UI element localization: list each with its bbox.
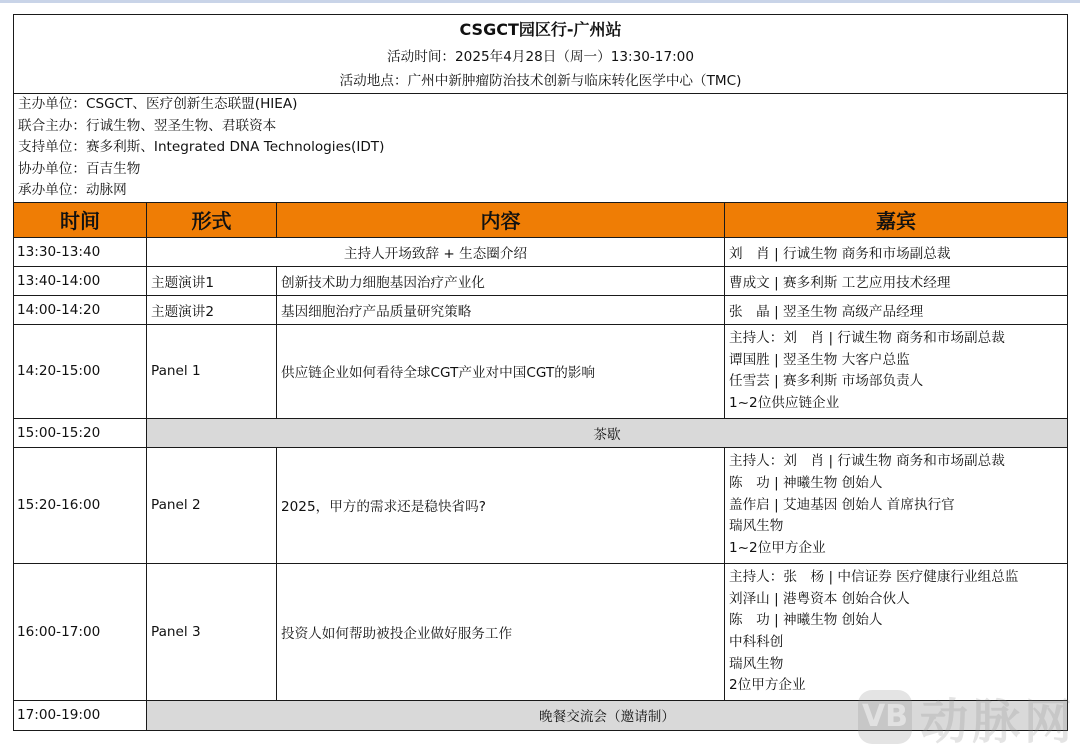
row-time: 17:00-19:00	[14, 700, 147, 730]
row-format: 主题演讲1	[147, 266, 277, 295]
organizer-assistant: 协办单位：百吉生物	[18, 160, 141, 177]
table-row	[14, 563, 1068, 700]
guest-line: 刘 肖 | 行诚生物 商务和市场副总裁	[729, 245, 951, 262]
watermark-logo-icon: VB	[858, 690, 912, 744]
guest-line: 中科科创	[729, 633, 784, 650]
guest-line: 1~2位甲方企业	[729, 539, 826, 556]
row-guests	[725, 295, 1068, 324]
column-header-content: 内容	[277, 202, 725, 237]
row-guests	[725, 237, 1068, 266]
table-row	[14, 237, 1068, 266]
organizer-supporter: 支持单位：赛多利斯、Integrated DNA Technologies(IDT)	[18, 139, 385, 156]
organizer-co-host: 联合主办：行诚生物、翌圣生物、君联资本	[18, 117, 277, 134]
table-row	[14, 266, 1068, 295]
guest-line: 主持人：刘 肖 | 行诚生物 商务和市场副总裁	[729, 330, 1005, 347]
guest-line: 任雪芸 | 赛多利斯 市场部负责人	[729, 373, 924, 390]
column-header-guests: 嘉宾	[725, 202, 1068, 237]
guest-line: 主持人：张 杨 | 中信证券 医疗健康行业组总监	[729, 569, 1019, 586]
row-time: 14:20-15:00	[14, 324, 147, 418]
guest-line: 主持人：刘 肖 | 行诚生物 商务和市场副总裁	[729, 453, 1005, 470]
event-time: 活动时间：2025年4月28日（周一）13:30-17:00	[387, 49, 694, 65]
watermark	[858, 688, 1077, 750]
column-header-format: 形式	[147, 202, 277, 237]
guest-line: 盖作启 | 艾迪基因 创始人 首席执行官	[729, 496, 955, 513]
row-time: 16:00-17:00	[14, 563, 147, 700]
organizer-host: 主办单位：CSGCT、医疗创新生态联盟(HIEA)	[18, 96, 298, 112]
break-cell: 晚餐交流会（邀请制）	[147, 700, 1068, 730]
organizer-undertaker: 承办单位：动脉网	[18, 182, 127, 199]
row-content: 投资人如何帮助被投企业做好服务工作	[277, 563, 725, 700]
table-row	[14, 447, 1068, 563]
guest-line: 张 晶 | 翌圣生物 高级产品经理	[729, 303, 924, 320]
row-merged-content: 主持人开场致辞 + 生态圈介绍	[147, 237, 725, 266]
row-content: 创新技术助力细胞基因治疗产业化	[277, 266, 725, 295]
column-header-row	[14, 202, 1068, 237]
row-time: 14:00-14:20	[14, 295, 147, 324]
break-cell: 茶歇	[147, 418, 1068, 447]
guest-line: 陈 功 | 神曦生物 创始人	[729, 475, 883, 492]
guest-line: 2位甲方企业	[729, 677, 806, 694]
row-content: 2025，甲方的需求还是稳快省吗?	[277, 447, 725, 563]
table-row	[14, 295, 1068, 324]
guest-line: 瑞风生物	[729, 518, 784, 535]
row-format: Panel 1	[147, 324, 277, 418]
row-time: 15:20-16:00	[14, 447, 147, 563]
row-time: 15:00-15:20	[14, 418, 147, 447]
row-guests	[725, 266, 1068, 295]
row-format: 主题演讲2	[147, 295, 277, 324]
row-time: 13:30-13:40	[14, 237, 147, 266]
row-guests	[725, 324, 1068, 418]
row-guests	[725, 563, 1068, 700]
guest-line: 谭国胜 | 翌圣生物 大客户总监	[729, 351, 910, 368]
watermark-text: 动脉网	[920, 693, 1077, 750]
row-time: 13:40-14:00	[14, 266, 147, 295]
column-header-time: 时间	[14, 202, 147, 237]
row-format: Panel 2	[147, 447, 277, 563]
row-guests	[725, 447, 1068, 563]
guest-line: 刘泽山 | 港粤资本 创始合伙人	[729, 590, 910, 607]
organizers-block	[14, 94, 1068, 203]
row-content: 基因细胞治疗产品质量研究策略	[277, 295, 725, 324]
row-format: Panel 3	[147, 563, 277, 700]
guest-line: 曹成文 | 赛多利斯 工艺应用技术经理	[729, 274, 951, 291]
guest-line: 瑞风生物	[729, 655, 784, 672]
guest-line: 1~2位供应链企业	[729, 395, 840, 412]
schedule-table	[13, 14, 1068, 731]
table-row	[14, 418, 1068, 447]
top-edge-line	[0, 0, 1080, 3]
event-header	[14, 15, 1068, 94]
row-content: 供应链企业如何看待全球CGT产业对中国CGT的影响	[277, 324, 725, 418]
event-place: 活动地点：广州中新肿瘤防治技术创新与临床转化医学中心（TMC)	[339, 73, 742, 89]
guest-line: 陈 功 | 神曦生物 创始人	[729, 612, 883, 629]
event-title: CSGCT园区行-广州站	[459, 20, 622, 39]
table-row	[14, 324, 1068, 418]
